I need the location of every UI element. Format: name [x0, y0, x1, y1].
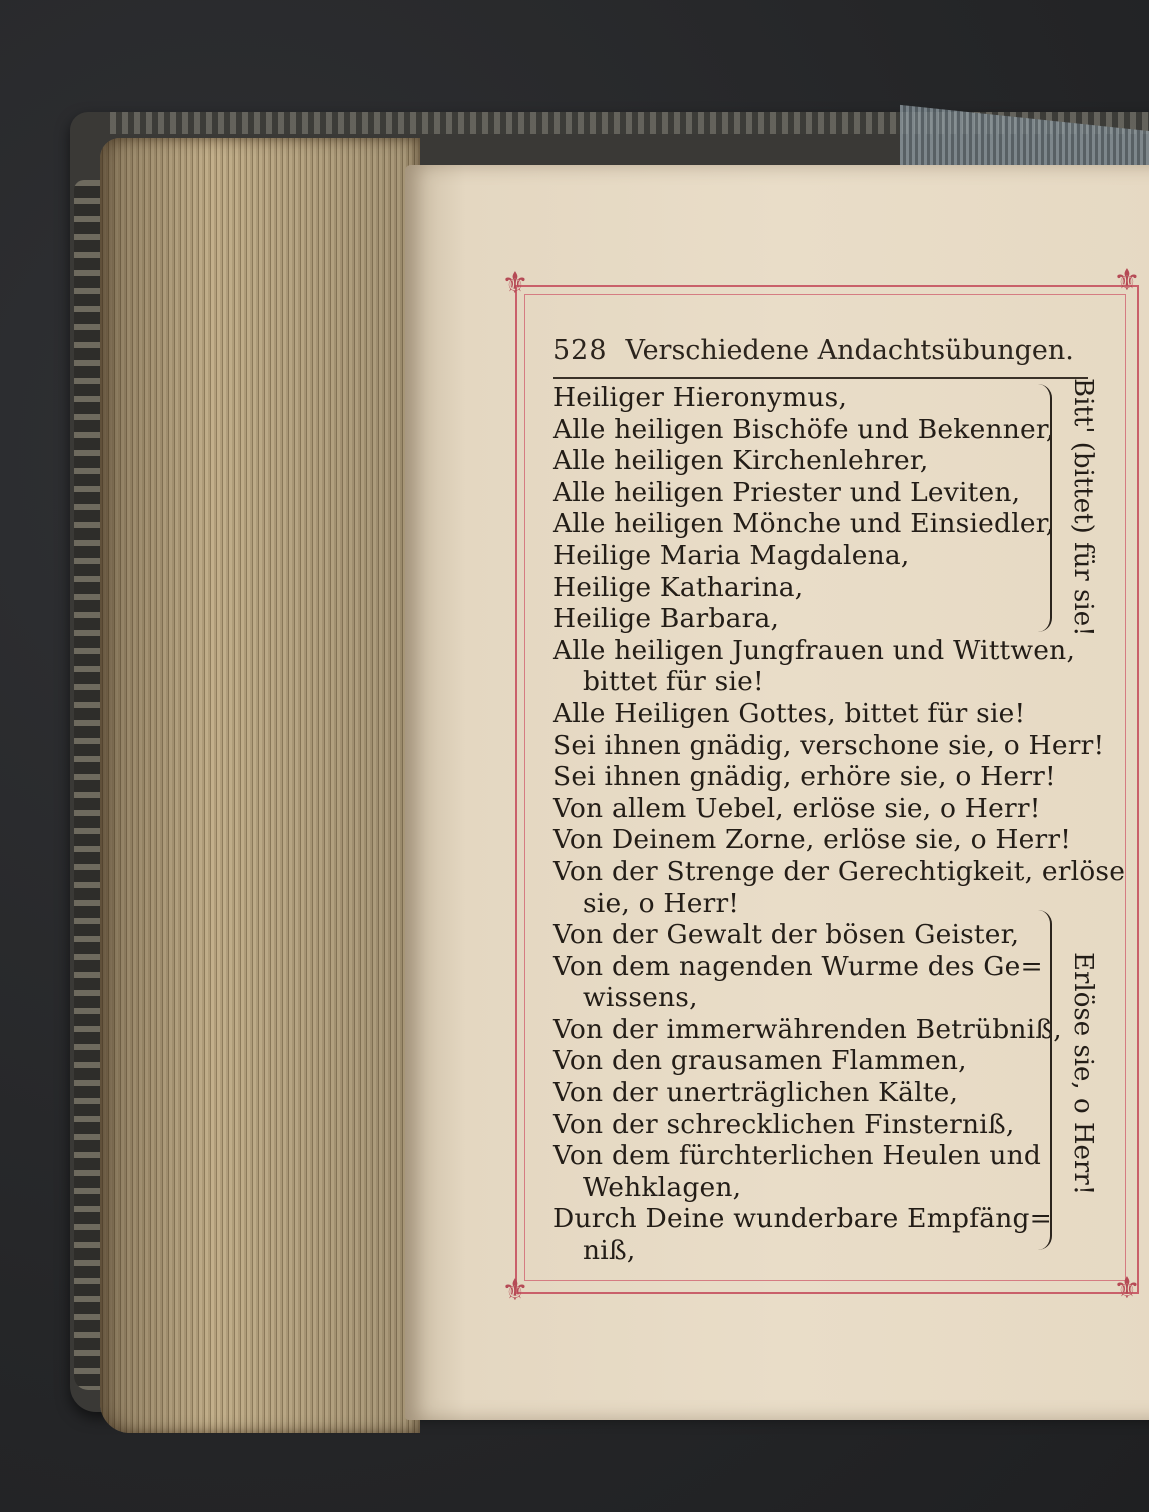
- running-header: [553, 335, 1093, 375]
- text-line: Wehklagen,: [583, 1171, 742, 1203]
- text-line: Alle heiligen Kirchenlehrer,: [553, 445, 929, 477]
- text-line: Durch Deine wunderbare Empfäng=: [553, 1203, 1053, 1235]
- fleur-de-lis-icon: ⚜: [501, 266, 529, 301]
- text-line: bittet für sie!: [583, 666, 764, 698]
- header-rule: [553, 377, 1088, 379]
- text-line: Von den grausamen Flammen,: [553, 1045, 967, 1077]
- text-line: wissens,: [583, 982, 698, 1014]
- litany-text: [553, 382, 1126, 1267]
- text-line: sie, o Herr!: [583, 887, 740, 919]
- running-head-title: Verschiedene Andachtsübungen.: [625, 335, 1074, 366]
- side-response-deliver: Erlöse sie, o Herr!: [1068, 952, 1098, 1196]
- text-line: Heilige Maria Magdalena,: [553, 539, 910, 571]
- text-line: Heilige Barbara,: [553, 603, 780, 635]
- fleur-de-lis-icon: ⚜: [1113, 263, 1141, 298]
- text-line: Von der immerwährenden Betrübniß,: [553, 1013, 1062, 1045]
- text-line: Sei ihnen gnädig, verschone sie, o Herr!: [553, 729, 1105, 761]
- text-line: Von allem Uebel, erlöse sie, o Herr!: [553, 792, 1041, 824]
- response-brace: [1036, 384, 1052, 632]
- text-line: Von dem nagenden Wurme des Ge=: [553, 950, 1043, 982]
- text-line: Von Deinem Zorne, erlöse sie, o Herr!: [553, 824, 1072, 856]
- text-line: Sei ihnen gnädig, erhöre sie, o Herr!: [553, 761, 1056, 793]
- text-line: Von dem fürchterlichen Heulen und: [553, 1140, 1042, 1172]
- text-line: Von der Strenge der Gerechtigkeit, erlöse: [553, 855, 1126, 887]
- text-line: Alle Heiligen Gottes, bittet für sie!: [553, 697, 1026, 729]
- side-response-intercede: Bitt' (bittet) für sie!: [1068, 378, 1098, 637]
- response-brace: [1036, 910, 1052, 1250]
- text-line: Alle heiligen Bischöfe und Bekenner,: [553, 413, 1055, 445]
- text-line: Alle heiligen Priester und Leviten,: [553, 476, 1021, 508]
- text-line: Heilige Katharina,: [553, 571, 804, 603]
- text-line: Heiliger Hieronymus,: [553, 382, 848, 413]
- cover-edge: [74, 180, 100, 1390]
- fleur-de-lis-icon: ⚜: [1113, 1271, 1141, 1306]
- fleur-de-lis-icon: ⚜: [501, 1273, 529, 1308]
- page-block-shadow: [100, 138, 420, 1433]
- page-number: 528: [553, 335, 608, 366]
- text-line: Von der schrecklichen Finsterniß,: [553, 1108, 1015, 1140]
- text-line: Von der Gewalt der bösen Geister,: [553, 919, 1020, 951]
- text-line: Alle heiligen Mönche und Einsiedler,: [553, 508, 1055, 540]
- text-line: Von der unerträglichen Kälte,: [553, 1077, 959, 1109]
- text-line: niß,: [583, 1235, 636, 1267]
- text-line: Alle heiligen Jungfrauen und Wittwen,: [553, 634, 1076, 666]
